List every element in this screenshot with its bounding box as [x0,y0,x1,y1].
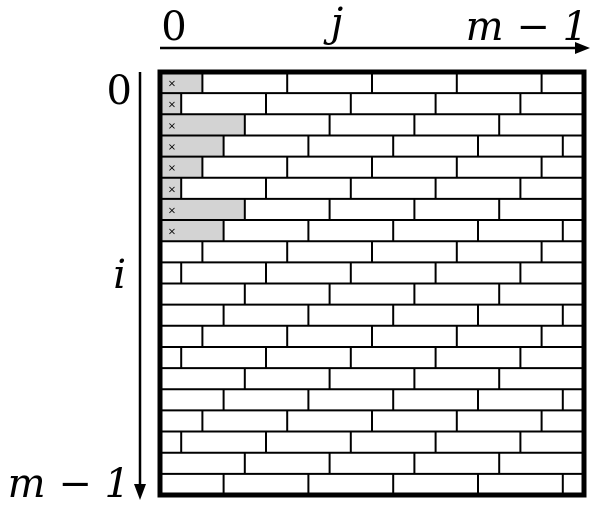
cross-mark: × [167,120,177,132]
cross-mark: × [167,184,177,196]
cross-mark: × [167,226,177,238]
row-axis [8,68,146,507]
column-axis [160,0,590,54]
column-label-j: j [330,0,344,46]
brick-lines [160,72,597,495]
column-label-end: m − 1 [465,4,588,50]
cross-mark: × [167,142,177,154]
row-label-start: 0 [106,68,132,114]
row-label-i: i [113,252,126,298]
column-label-start: 0 [161,4,187,50]
cross-mark: × [167,78,177,90]
cross-mark: × [167,99,177,111]
shaded-cell-start [160,72,202,93]
row-axis-arrowhead [134,484,146,500]
cross-mark: × [167,163,177,175]
shaded-cell-start [160,157,202,178]
row-label-end: m − 1 [7,461,130,507]
cross-mark: × [167,205,177,217]
